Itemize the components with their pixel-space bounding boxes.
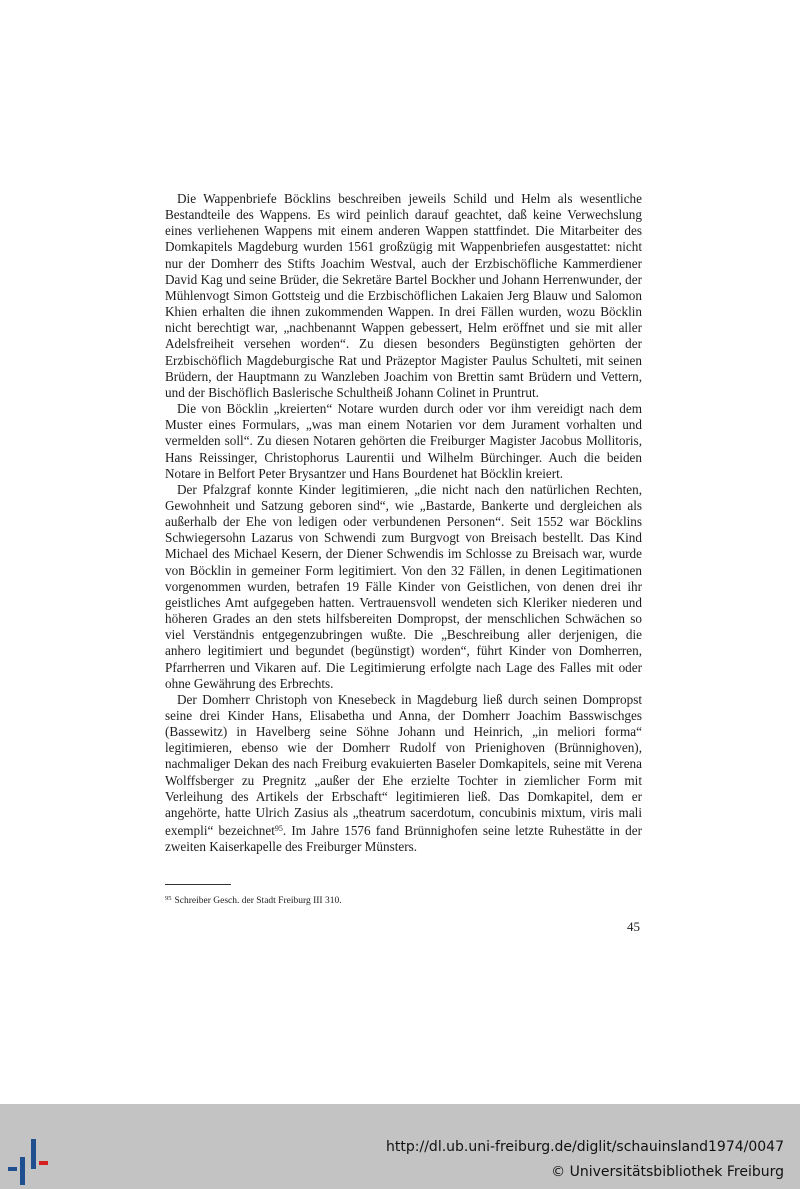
body-text	[165, 191, 642, 855]
paragraph-knesebeck	[165, 692, 642, 856]
paragraph-knesebeck-tail: . Im Jahre 1576 fand Brünnighofen seine letzte Ruhestätte in der zweiten Kaiserkapelle des Freiburger Münsters.	[165, 823, 642, 855]
footnote-reference: 95	[274, 824, 283, 834]
footnote-text: Schreiber Gesch. der Stadt Freiburg III 310.	[174, 896, 342, 906]
library-logo-icon	[8, 1139, 50, 1185]
source-url-link[interactable]: http://dl.ub.uni-freiburg.de/diglit/schauinsland1974/0047	[386, 1139, 784, 1155]
footnote	[165, 893, 642, 907]
footnote-divider	[165, 884, 231, 885]
paragraph-legitimation: Der Pfalzgraf konnte Kinder legitimieren, „die nicht nach den natürlichen Rechten, Gewohnheit und Satzung geboren sind“, wie „Bastarde, Bankerte und dergleichen als außerhalb der Ehe von ledigen oder verbundenen Personen“. Seit 1552 war Böcklins Schwiegersohn Lazarus von Schwendi zum Burgvogt von Breisach bestellt. Das Kind Michael des Michael Kesern, der Diener Schwendis im Schlosse zu Breisach war, wurde von Böcklin in gemeiner Form legitimiert. Von den 32 Fällen, in denen Legitimationen vorgenommen wurden, betrafen 19 Fälle Kinder von Geistlichen, von denen drei ihr geistliches Amt aufgegeben hatten. Vertrauensvoll wendeten sich Kleriker niederen und höheren Grades an den stets hilfsbereiten Dompropst, der menschlichen Schwächen so viel Verständnis entgegenzubringen wußte. Die „Beschreibung aller derjenigen, die anhero legitimiert und begundet (begünstigt) worden“, führt Kinder von Domherren, Pfarrherren und Vikaren auf. Die Legitimierung erfolgte nach Lage des Falles mit oder ohne Gewährung des Erbrechts.	[165, 481, 642, 691]
paragraph-notaries: Die von Böcklin „kreierten“ Notare wurden durch oder vor ihm vereidigt nach dem Muster eines Formulars, „was man einem Notarien vor dem Jurament vorhalten und vermelden soll“. Zu diesen Notaren gehörten die Freiburger Magister Jacobus Mollitoris, Hans Reissinger, Christophorus Laurentii und Wilhelm Bürchinger. Auch die beiden Notare in Belfort Peter Brysantzer und Hans Bourdenet hat Böcklin kreiert.	[165, 401, 642, 481]
page-number: 45	[627, 919, 640, 934]
footnote-number: 95	[165, 895, 172, 902]
copyright-notice: © Universitätsbibliothek Freiburg	[551, 1164, 784, 1180]
paragraph-coats-of-arms: Die Wappenbriefe Böcklins beschreiben jeweils Schild und Helm als wesentliche Bestandteile des Wappens. Es wird peinlich darauf geachtet, daß keine Verwechslung eines verliehenen Wappens mit einem anderen Wappen stattfindet. Die Mitarbeiter des Domkapitels Magdeburg wurden 1561 großzügig mit Wappenbriefen ausgestattet: nicht nur der Domherr des Stifts Joachim Westval, auch der Erzbischöfliche Kammerdiener David Kag und seine Brüder, die Sekretäre Bartel Bockher und Johann Herrenwunder, der Mühlenvogt Simon Gottsteig und die Erzbischöflichen Lakaien Jerg Blauw und Salomon Khien erhalten die ihnen zukommenden Wappen. In drei Fällen wurden, wozu Böcklin nicht berechtigt war, „nachbenannt Wappen gebessert, Helm eröffnet und sie mit aller Adelsfreiheit versehen worden“. Zu diesen besonders Begünstigten gehörten der Erzbischöflich Magdeburgische Rat und Präzeptor Magister Paulus Schulteti, mit seinen Brüdern, der Hauptmann zu Wanzleben Joachim von Brettin samt Brüdern und Vettern, und der Bischöflich Baslerische Schultheiß Johann Colinet in Pruntrut.	[165, 191, 642, 400]
paragraph-knesebeck-text: Der Domherr Christoph von Knesebeck in Magdeburg ließ durch seinen Dompropst seine drei Kinder Hans, Elisabetha und Anna, der Domherr Joachim Basswischges (Bassewitz) in Havelberg seine Söhne Johann und Heinrich, „in meliori forma“ legitimieren, ebenso wie der Domherr Rudolf von Prienighoven (Brünnighoven), nachmaliger Dekan des nach Freiburg evakuierten Baseler Domkapitels, seine mit Verena Wolffsberger zu Pregnitz „außer der Ehe erzielte Tochter in ziemlicher Form mit Verleihung des Artikels der Erbschaft“ legitimieren ließ. Das Domkapitel, dem er angehörte, hatte Ulrich Zasius als „theatrum sacerdotum, concubinis mixtum, viris mali exempli“ bezeichnet	[165, 691, 642, 839]
